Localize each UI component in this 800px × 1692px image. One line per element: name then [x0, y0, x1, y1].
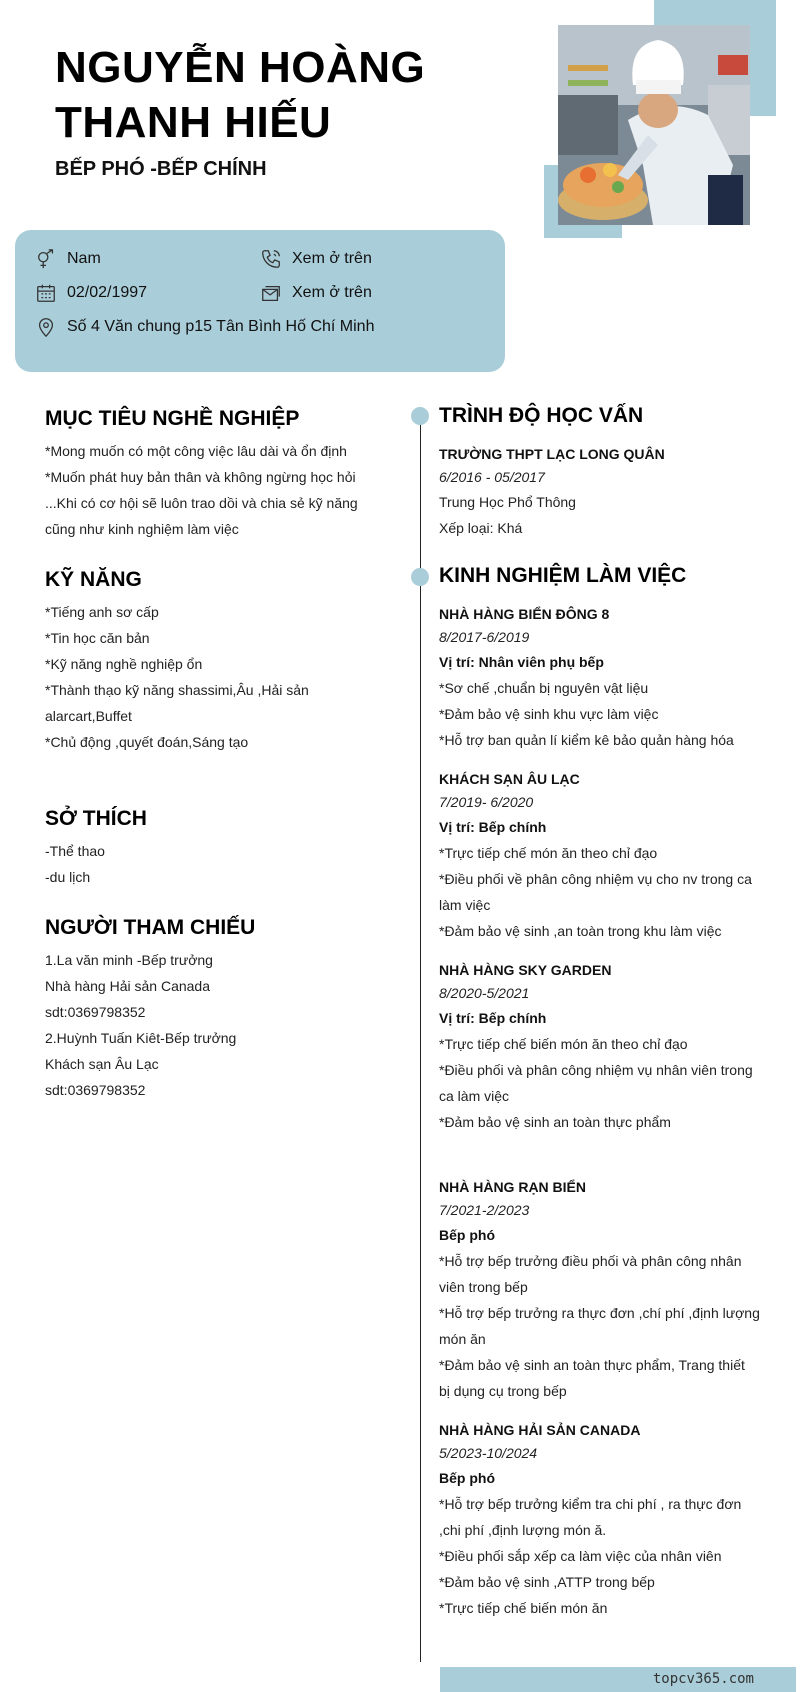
job-duty: ca làm việc [439, 1088, 510, 1104]
phone-icon [260, 248, 282, 270]
reference-line: 2.Huỳnh Tuấn Kiêt-Bếp trưởng [45, 1030, 237, 1046]
reference-line: sdt:0369798352 [45, 1082, 146, 1098]
job-duty: *Trực tiếp chế món ăn theo chỉ đạo [439, 845, 658, 861]
phone-value[interactable]: Xem ở trên [292, 250, 372, 267]
education-grade: Xếp loại: Khá [439, 520, 523, 536]
timeline-line [420, 410, 421, 1662]
job-duty: *Hỗ trợ bếp trưởng ra thực đơn ,chí phí ,định lượng [439, 1305, 760, 1321]
reference-line: 1.La văn minh -Bếp trưởng [45, 952, 213, 968]
experience-title: KINH NGHIỆM LÀM VIỆC [439, 564, 687, 587]
job-company: NHÀ HÀNG RẠN BIỂN [439, 1179, 586, 1195]
profile-photo-block [544, 0, 776, 240]
job-duty: làm việc [439, 897, 491, 913]
job-dates: 5/2023-10/2024 [439, 1445, 538, 1461]
contact-birthday [35, 282, 147, 304]
address-value: Số 4 Văn chung p15 Tân Bình Hố Chí Minh [67, 318, 375, 335]
reference-line: sdt:0369798352 [45, 1004, 146, 1020]
reference-line: Khách sạn Âu Lạc [45, 1056, 159, 1072]
job-duty: *Đảm bảo vệ sinh an toàn thực phẩm, Trang thiết [439, 1357, 745, 1373]
job-duty: *Đảm bảo vệ sinh ,an toàn trong khu làm việc [439, 923, 722, 939]
hobby-line: -Thể thao [45, 843, 105, 859]
job-duty: *Đảm bảo vệ sinh ,ATTP trong bếp [439, 1574, 655, 1590]
job-duty: *Hỗ trợ ban quản lí kiểm kê bảo quản hàng hóa [439, 732, 734, 748]
job-company: KHÁCH SẠN ÂU LẠC [439, 771, 580, 787]
objective-line: *Muốn phát huy bản thân và không ngừng học hỏi [45, 469, 356, 485]
skill-line: *Thành thạo kỹ năng shassimi,Âu ,Hải sản [45, 682, 309, 698]
skill-line: *Chủ động ,quyết đoán,Sáng tạo [45, 734, 249, 750]
objective-line: ...Khi có cơ hội sẽ luôn trao dồi và chia sẻ kỹ năng [45, 495, 358, 511]
job-role: Vị trí: Bếp chính [439, 819, 547, 835]
education-degree: Trung Học Phổ Thông [439, 494, 576, 510]
objective-line: *Mong muốn có một công việc lâu dài và ổn định [45, 443, 347, 459]
job-duty: viên trong bếp [439, 1279, 528, 1295]
job-duty: *Đảm bảo vệ sinh an toàn thực phẩm [439, 1114, 671, 1130]
education-dates: 6/2016 - 05/2017 [439, 469, 545, 485]
job-role: Bếp phó [439, 1470, 495, 1486]
job-duty: *Trực tiếp chế biến món ăn theo chỉ đạo [439, 1036, 688, 1052]
birthday-value: 02/02/1997 [67, 284, 148, 301]
job-duty: bị dụng cụ trong bếp [439, 1383, 567, 1399]
hobby-line: -du lịch [45, 869, 91, 885]
job-role: Vị trí: Nhân viên phụ bếp [439, 654, 604, 670]
references-title: NGƯỜI THAM CHIẾU [45, 916, 256, 939]
job-duty: *Đảm bảo vệ sinh khu vực làm việc [439, 706, 659, 722]
reference-line: Nhà hàng Hải sản Canada [45, 978, 211, 994]
timeline-dot-education [411, 407, 429, 425]
skill-line: *Kỹ năng nghề nghiệp ổn [45, 656, 203, 672]
contact-info-box [15, 230, 505, 372]
job-duty: *Sơ chế ,chuẩn bị nguyên vật liệu [439, 680, 649, 696]
job-duty: *Trực tiếp chế biến món ăn [439, 1600, 608, 1616]
education-title: TRÌNH ĐỘ HỌC VẤN [439, 404, 644, 427]
job-dates: 8/2017-6/2019 [439, 629, 530, 645]
skill-line: alarcart,Buffet [45, 708, 132, 724]
email-icon [260, 282, 282, 304]
job-duty: *Điều phối về phân công nhiệm vụ cho nv trong ca [439, 871, 752, 887]
skills-title: KỸ NĂNG [45, 568, 142, 591]
job-duty: *Hỗ trợ bếp trưởng điều phối và phân công nhân [439, 1253, 742, 1269]
job-position: BẾP PHÓ -BẾP CHÍNH [55, 158, 267, 180]
skill-line: *Tiếng anh sơ cấp [45, 604, 159, 620]
email-value[interactable]: Xem ở trên [292, 284, 372, 301]
hobbies-title: SỞ THÍCH [45, 807, 147, 830]
job-duty: *Điều phối và phân công nhiệm vụ nhân viên trong [439, 1062, 753, 1078]
job-company: NHÀ HÀNG HẢI SẢN CANADA [439, 1422, 641, 1438]
footer-bar [440, 1667, 796, 1692]
gender-icon [35, 248, 57, 270]
contact-email [260, 282, 372, 304]
education-school: TRƯỜNG THPT LẠC LONG QUÂN [439, 446, 665, 462]
job-dates: 7/2019- 6/2020 [439, 794, 534, 810]
job-duty: *Điều phối sắp xếp ca làm việc của nhân viên [439, 1548, 722, 1564]
objective-line: cũng như kinh nghiệm làm việc [45, 521, 239, 537]
candidate-name [55, 40, 425, 150]
job-company: NHÀ HÀNG SKY GARDEN [439, 962, 612, 978]
contact-gender [35, 248, 101, 270]
skill-line: *Tin học căn bản [45, 630, 150, 646]
location-icon [35, 316, 57, 338]
job-duty: món ăn [439, 1331, 486, 1347]
profile-photo [558, 25, 750, 225]
job-duty: ,chi phí ,định lượng món ă. [439, 1522, 607, 1538]
job-role: Bếp phó [439, 1227, 495, 1243]
job-dates: 8/2020-5/2021 [439, 985, 530, 1001]
name-line-1: NGUYỄN HOÀNG [55, 43, 426, 92]
calendar-icon [35, 282, 57, 304]
footer-watermark: topcv365.com [652, 1671, 754, 1687]
job-company: NHÀ HÀNG BIỂN ĐÔNG 8 [439, 606, 610, 622]
contact-address [35, 316, 374, 338]
objective-title: MỤC TIÊU NGHỀ NGHIỆP [45, 407, 300, 430]
timeline-dot-experience [411, 568, 429, 586]
contact-phone [260, 248, 372, 270]
name-line-2: THANH HIẾU [55, 98, 332, 147]
job-role: Vị trí: Bếp chính [439, 1010, 547, 1026]
job-dates: 7/2021-2/2023 [439, 1202, 530, 1218]
gender-value: Nam [67, 250, 101, 267]
job-duty: *Hỗ trợ bếp trưởng kiểm tra chi phí , ra thực đơn [439, 1496, 742, 1512]
